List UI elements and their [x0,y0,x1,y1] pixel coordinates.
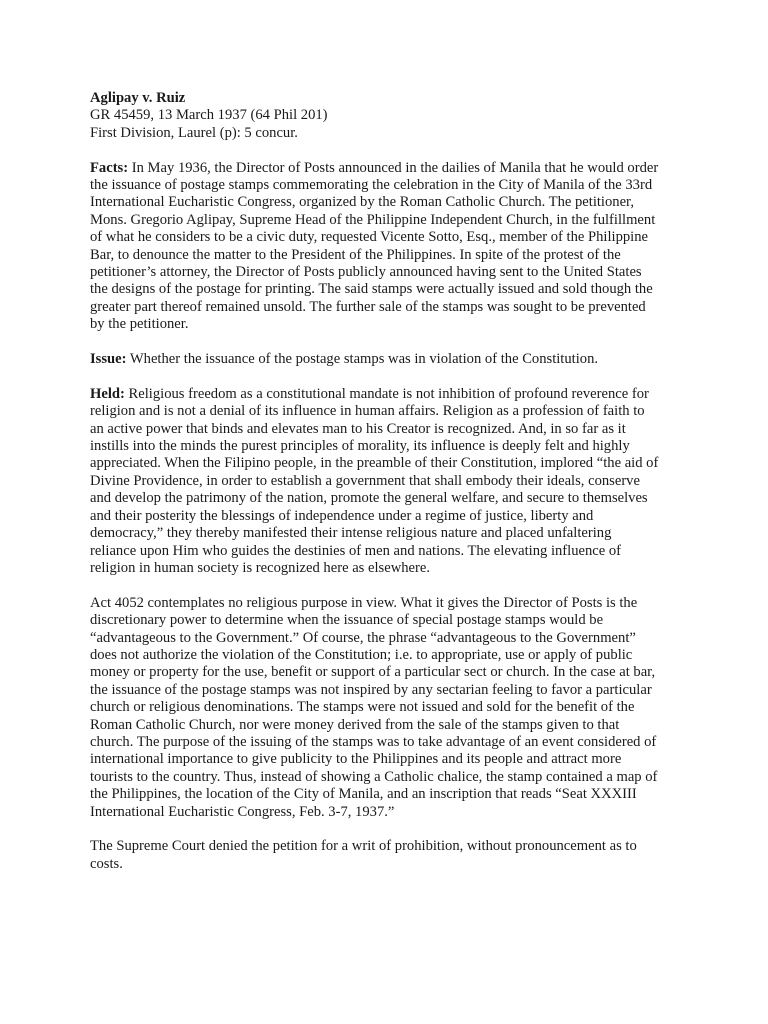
held-line: reliance upon Him who guides the destinies of men and nations. The elevating influence of [90,542,622,559]
held-label: Held: [90,385,125,402]
facts-line: International Eucharistic Congress, organized by the Roman Catholic Church. The petitioner, [90,194,634,211]
issue-label: Issue: [90,351,127,368]
issue-text: Whether the issuance of the postage stamps was in violation of the Constitution. [126,351,599,368]
facts-line [90,160,690,177]
facts-line: Bar, to denounce the matter to the President of the Philippines. In spite of the protest of the [90,246,621,263]
facts-line: petitioner’s attorney, the Director of Posts publicly announced having sent to the United States [90,264,642,281]
act-line: Roman Catholic Church, nor were money derived from the sale of the stamps given to that [90,716,620,733]
issue-line [90,351,690,368]
held-line: democracy,” they thereby manifested their intense religious nature and placed unfaltering [90,525,612,542]
held-paragraph [90,386,690,577]
held-line: and their posterity the blessings of independence under a regime of justice, liberty and [90,507,594,524]
spacer [90,142,690,159]
act-line: does not authorize the violation of the Constitution; i.e. to appropriate, use or apply of public [90,646,633,663]
spacer [90,821,690,838]
facts-line: of what he considers to be a civic duty, requested Vicente Sotto, Esq., member of the Philippine [90,229,649,246]
act-line: the Philippines, the location of the City of Manila, and an inscription that reads “Seat XXXIII [90,786,637,803]
act-line: church. The purpose of the issuing of the stamps was to take advantage of an event considered of [90,733,657,750]
held-line: appreciated. When the Filipino people, in the preamble of their Constitution, implored “the aid of [90,455,659,472]
spacer [90,577,690,594]
held-line: an active power that binds and elevates man to his Creator is recognized. And, in so far as it [90,420,626,437]
facts-line: by the petitioner. [90,316,189,333]
held-text: Religious freedom as a constitutional mandate is not inhibition of profound reverence for [124,385,649,402]
held-line: religion and is not a denial of its influence in human affairs. Religion as a profession of faith to [90,403,645,420]
act-line: Act 4052 contemplates no religious purpose in view. What it gives the Director of Posts is the [90,594,638,611]
held-line: and develop the patrimony of the nation, promote the general welfare, and secure to themselves [90,490,648,507]
act-line: money or property for the use, benefit or support of a particular sect or church. In the case at bar, [90,664,656,681]
act-paragraph [90,595,690,821]
facts-line: the designs of the postage for printing. The said stamps were actually issued and sold though the [90,281,653,298]
document-page [90,90,690,873]
facts-line: Mons. Gregorio Aglipay, Supreme Head of the Philippine Independent Church, in the fulfillment [90,211,656,228]
spacer [90,334,690,351]
facts-paragraph [90,160,690,334]
act-line: church or religious denominations. The stamps were not issued and sold for the benefit of the [90,699,635,716]
issue-paragraph [90,351,690,368]
conclusion-line: costs. [90,855,123,872]
held-line: Divine Providence, in order to establish a government that shall embody their ideals, conserve [90,472,640,489]
act-line: International Eucharistic Congress, Feb. 3-7, 1937.” [90,803,395,820]
case-division: First Division, Laurel (p): 5 concur. [90,124,298,141]
conclusion-line: The Supreme Court denied the petition for a writ of prohibition, without pronouncement as to [90,838,637,855]
held-line: instills into the minds the purest principles of morality, its influence is deeply felt and highly [90,438,630,455]
conclusion-paragraph [90,838,690,873]
facts-label: Facts: [90,159,129,176]
case-citation: GR 45459, 13 March 1937 (64 Phil 201) [90,107,328,124]
facts-line: the issuance of postage stamps commemorating the celebration in the City of Manila of the 33rd [90,177,653,194]
spacer [90,368,690,385]
facts-text: In May 1936, the Director of Posts announced in the dailies of Manila that he would order [128,159,659,176]
act-line: the issuance of the postage stamps was not inspired by any sectarian feeling to favor a particular [90,681,652,698]
act-line: discretionary power to determine when the issuance of special postage stamps would be [90,612,604,629]
act-line: “advantageous to the Government.” Of course, the phrase “advantageous to the Government” [90,629,636,646]
facts-line: greater part thereof remained unsold. The further sale of the stamps was sought to be prevented [90,298,646,315]
act-line: international importance to give publicity to the Philippines and its people and attract more [90,751,622,768]
case-title: Aglipay v. Ruiz [90,90,186,106]
held-line [90,386,690,403]
held-line: religion in human society is recognized here as elsewhere. [90,559,430,576]
act-line: tourists to the country. Thus, instead of showing a Catholic chalice, the stamp contained a map of [90,768,658,785]
